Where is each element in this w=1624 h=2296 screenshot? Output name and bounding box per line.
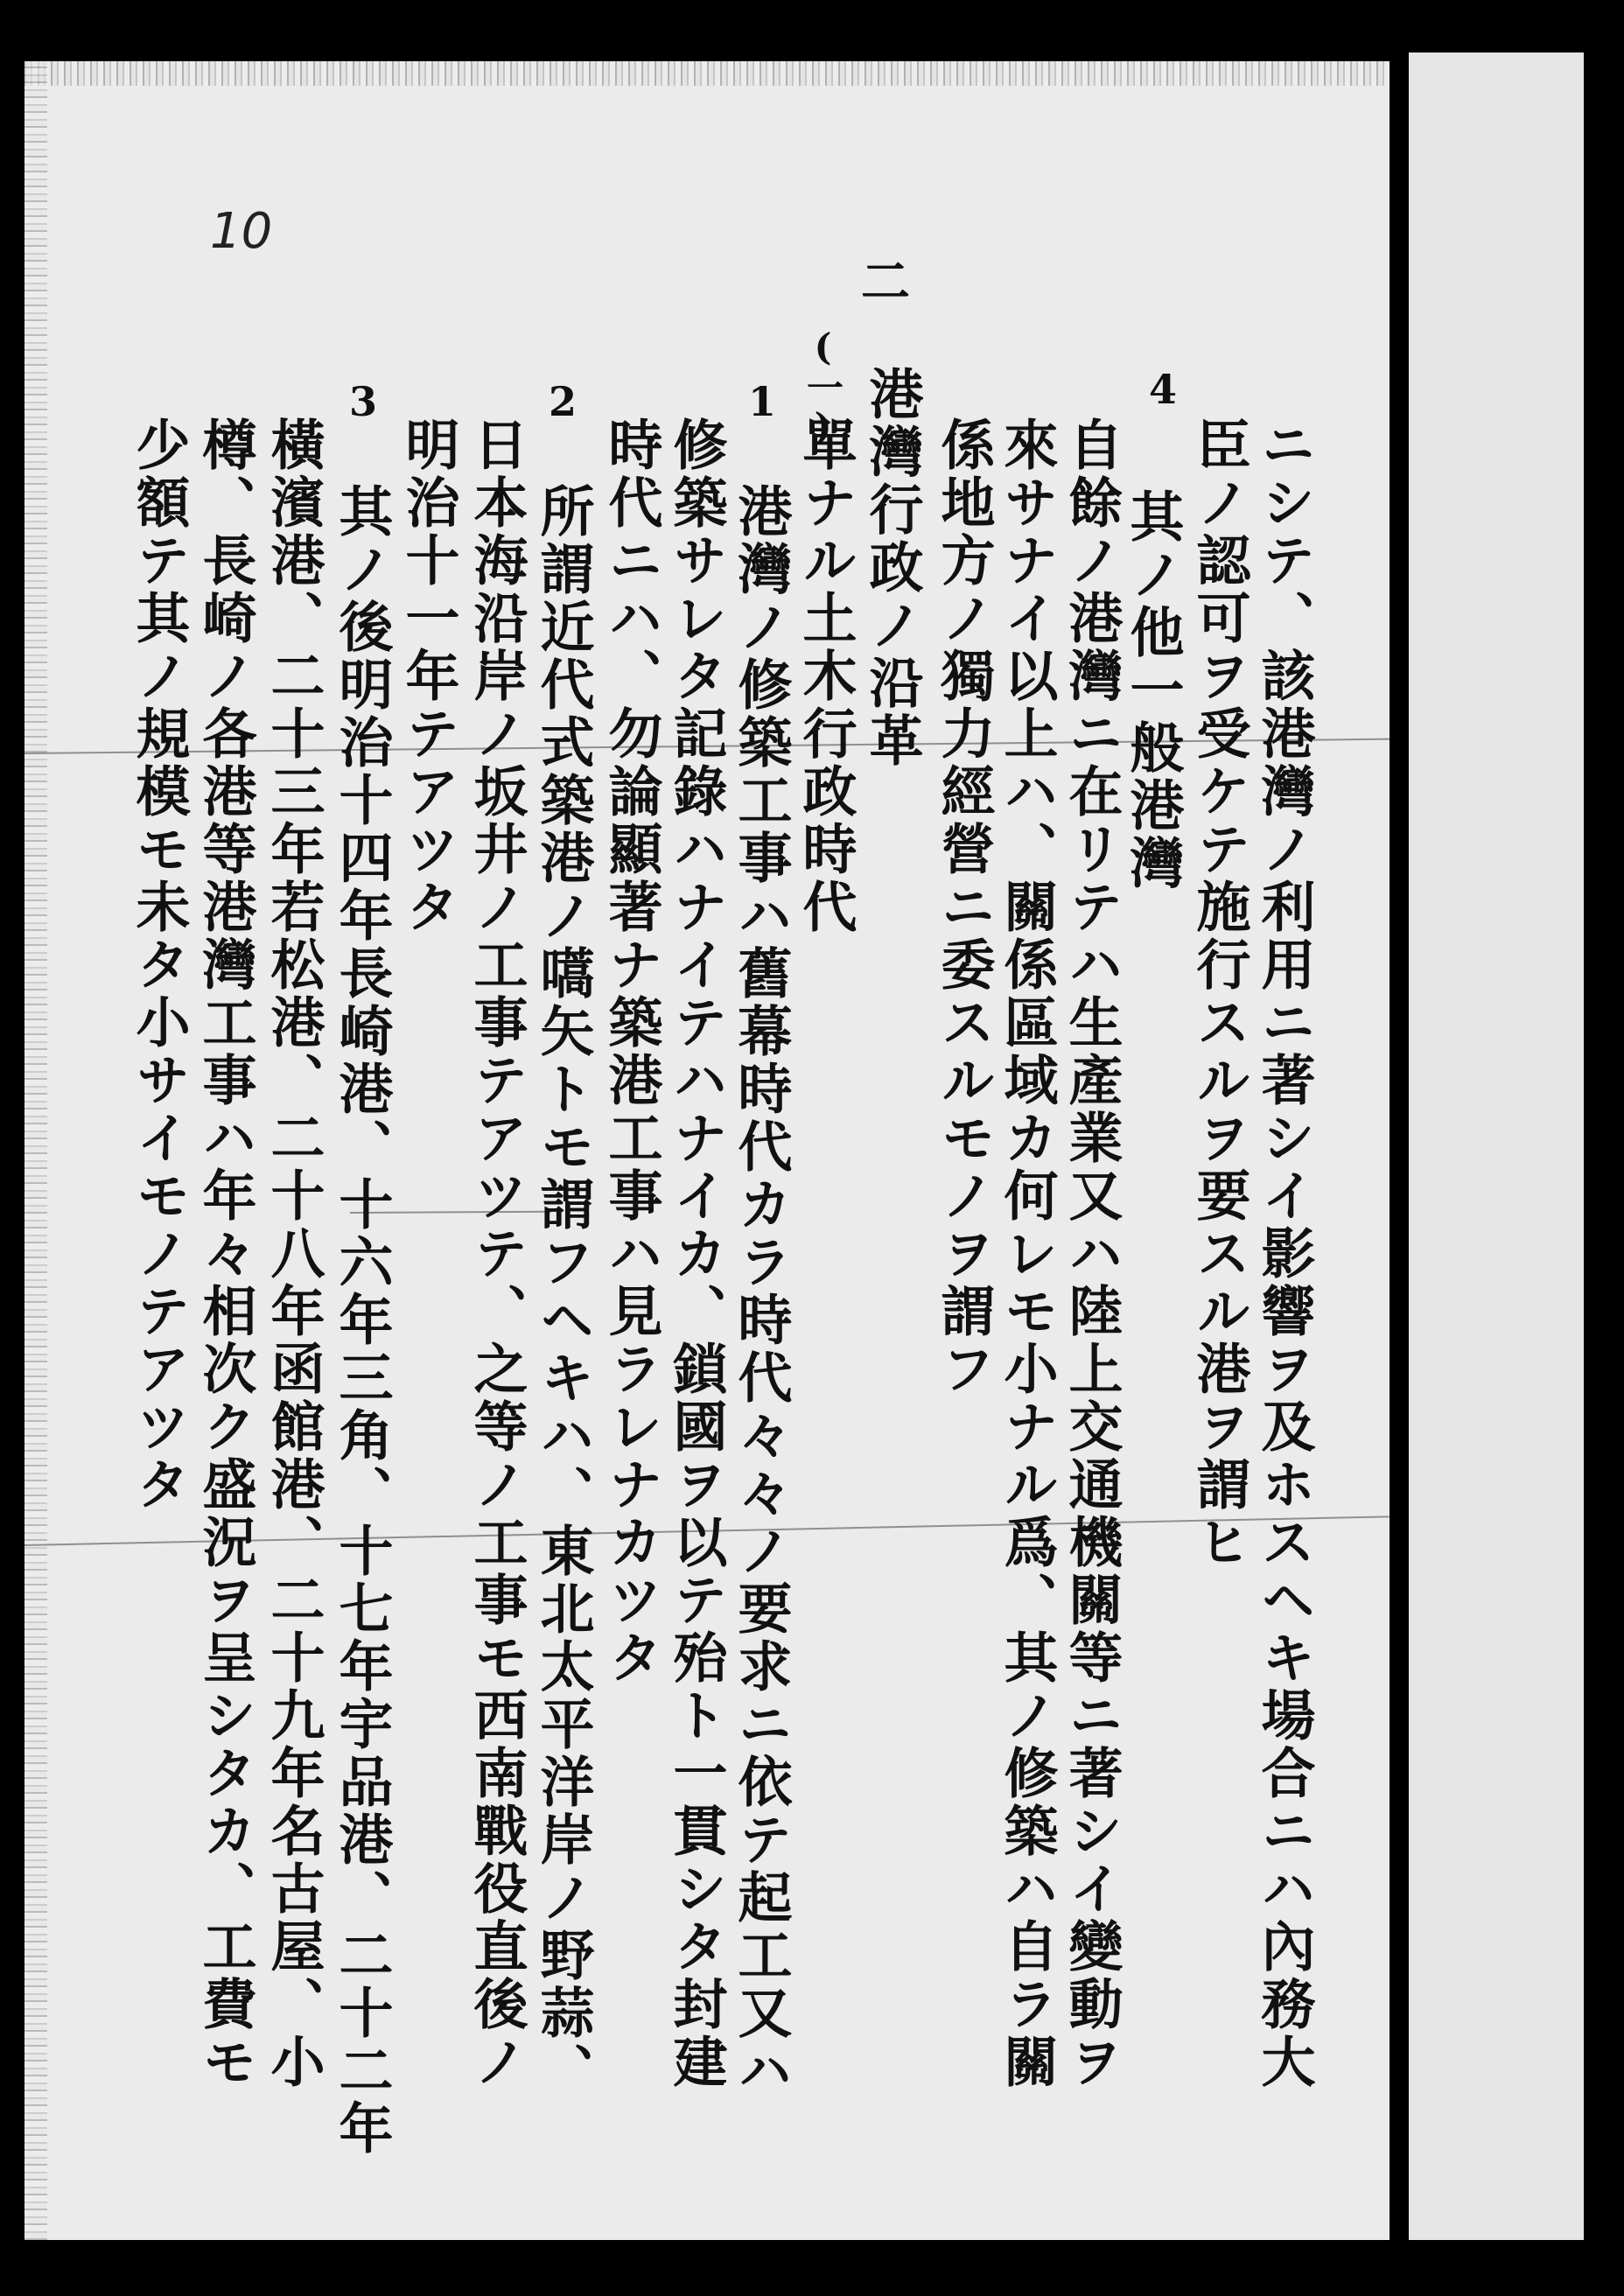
text-column-17: 樽、長崎ノ各港等港灣工事ハ年々相次ク盛況ヲ呈シタカ、工費モ (193, 416, 257, 2091)
text-column-13: 日本海沿岸ノ坂井ノ工事テアツテ、之等ノ工事モ西南戰役直後ノ (465, 416, 528, 2091)
text-column-4: 自餘ノ港灣ニ在リテハ生產業又ハ陸上交通機關等ニ著シイ變動ヲ (1060, 416, 1124, 2091)
text-column-7: 港灣行政ノ沿革 (860, 366, 924, 770)
text-column-8: 單ナル土木行政時代 (794, 416, 858, 936)
text-column-15: 其ノ後明治十四年長崎港、十六年三角、十七年宇品港、二十二年 (330, 483, 394, 2158)
text-column-12: 所謂近代式築港ノ嚆矢トモ謂フヘキハ、東北太平洋岸ノ野蒜、 (531, 483, 595, 2100)
item-number-2: 2 (539, 378, 586, 425)
text-column-18: 少額テ其ノ規模モ未タ小サイモノテアツタ (127, 416, 191, 1514)
page-edge-top (24, 61, 1390, 86)
text-column-9: 港灣ノ修築工事ハ舊幕時代カラ時代々々ノ要求ニ依テ起工又ハ (729, 483, 793, 2100)
item-number-4: 4 (1139, 366, 1186, 413)
binding-spine (1390, 52, 1409, 2258)
section-marker: 二 (853, 256, 911, 308)
text-column-5: 來サナイ以上ハ、關係區域カ何レモ小ナル爲、其ノ修築ハ自ラ關 (995, 416, 1059, 2091)
text-column-6: 係地方ノ獨力經營ニ委スルモノヲ謂フ (932, 416, 996, 1398)
page-number: 10 (210, 203, 273, 260)
text-column-10: 修築サレタ記錄ハナイテハナイカ、鎖國ヲ以テ殆ト一貫シタ封建 (664, 416, 728, 2091)
text-column-3: 其ノ他一般港灣 (1121, 488, 1185, 892)
text-column-11: 時代ニハ、勿論顯著ナ築港工事ハ見ラレナカツタ (599, 416, 663, 1687)
text-column-1: ニシテ、該港灣ノ利用ニ著シイ影響ヲ及ホスヘキ場合ニハ內務大 (1252, 416, 1316, 2091)
item-number-3: 3 (340, 378, 387, 425)
item-number-1: 1 (738, 378, 786, 425)
text-column-16: 橫濱港、二十三年若松港、二十八年函館港、二十九年名古屋、小 (262, 416, 326, 2091)
subsection-marker: (一) (802, 326, 844, 448)
text-column-2: 臣ノ認可ヲ受ケテ施行スルヲ要スル港ヲ謂ヒ (1187, 416, 1251, 1572)
text-column-14: 明治十一年テアツタ (396, 416, 460, 936)
adjacent-page-edge (1409, 52, 1584, 2240)
page-edge-left (24, 61, 47, 2240)
